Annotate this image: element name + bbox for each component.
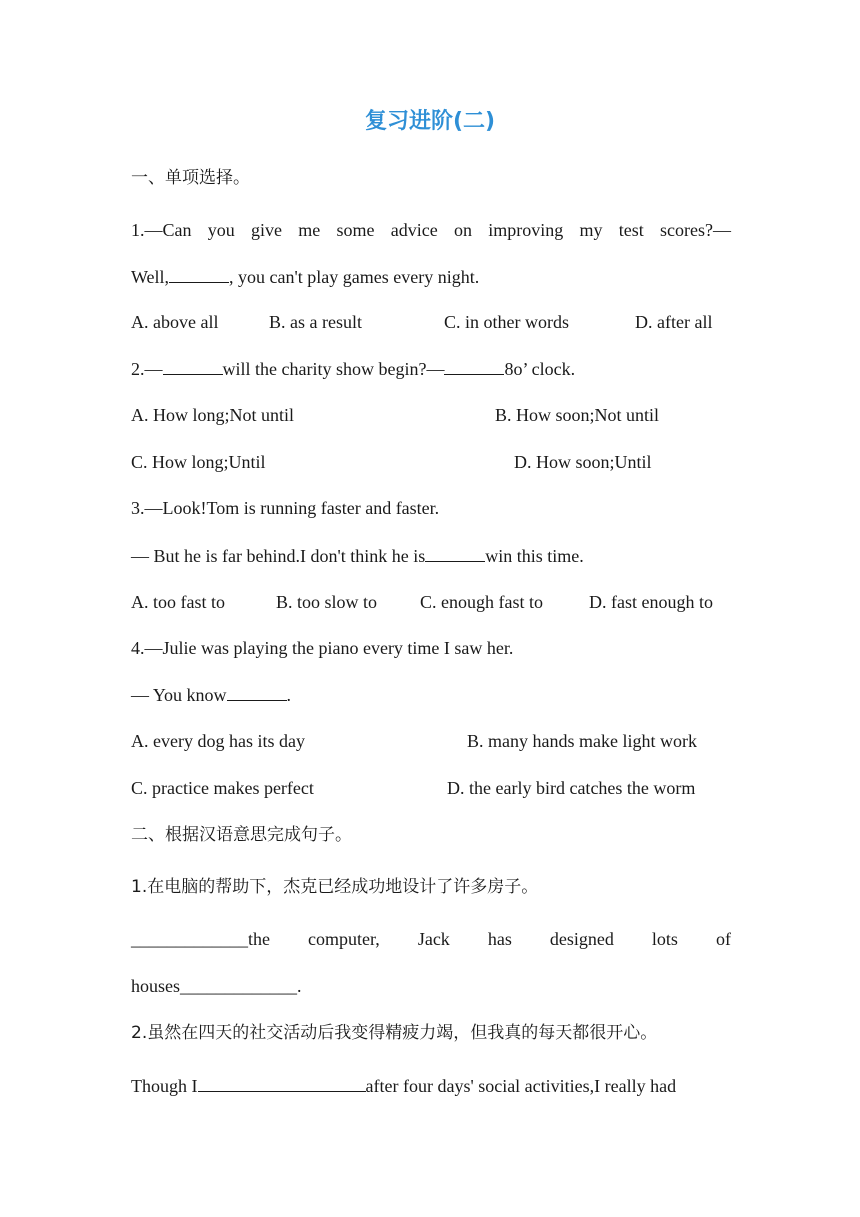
q1-option-a[interactable]: A. above all xyxy=(131,312,219,332)
q3-answer-blank[interactable] xyxy=(425,543,485,562)
q2-option-d[interactable]: D. How soon;Until xyxy=(514,452,652,472)
q1-option-d[interactable]: D. after all xyxy=(635,312,713,332)
section1-heading: 一、单项选择。 xyxy=(131,168,250,188)
q3-option-d[interactable]: D. fast enough to xyxy=(589,592,713,612)
s2-english xyxy=(131,1073,676,1098)
q1-option-c[interactable]: C. in other words xyxy=(444,312,569,332)
q1-stem-word: on xyxy=(453,220,472,240)
q1-stem-word: scores?— xyxy=(659,220,731,240)
q2-option-c[interactable]: C. How long;Until xyxy=(131,452,266,472)
q3-stem-line1: 3.—Look!Tom is running faster and faster. xyxy=(131,498,440,518)
s1-english-line2: houses_____________. xyxy=(131,976,302,996)
q4-option-a[interactable]: A. every dog has its day xyxy=(131,731,305,751)
q2-stem-mid: will the charity show begin?— xyxy=(222,359,445,379)
s2-answer-blank[interactable] xyxy=(198,1073,366,1092)
q2-option-a[interactable]: A. How long;Not until xyxy=(131,405,295,425)
s1-english-word: designed xyxy=(549,929,614,949)
q3-stem-post: win this time. xyxy=(485,546,584,566)
q1-stem-word: 1.—Can xyxy=(131,220,192,240)
q2-answer-blank-1[interactable] xyxy=(163,356,223,375)
q3-stem-pre: — But he is far behind.I don't think he is xyxy=(131,546,426,566)
q4-option-b[interactable]: B. many hands make light work xyxy=(467,731,697,751)
q3-stem-line2 xyxy=(131,543,584,568)
q1-stem-pre: Well, xyxy=(131,267,170,287)
q2-option-b[interactable]: B. How soon;Not until xyxy=(495,405,660,425)
q1-option-b[interactable]: B. as a result xyxy=(269,312,362,332)
q4-answer-blank[interactable] xyxy=(227,682,287,701)
q1-stem-post: , you can't play games every night. xyxy=(229,267,480,287)
q1-answer-blank[interactable] xyxy=(169,264,229,283)
q1-stem-word: advice xyxy=(390,220,438,240)
q1-stem-word: my xyxy=(579,220,603,240)
q4-option-d[interactable]: D. the early bird catches the worm xyxy=(447,778,696,798)
q4-option-c[interactable]: C. practice makes perfect xyxy=(131,778,314,798)
q3-option-a[interactable]: A. too fast to xyxy=(131,592,225,612)
q4-stem-post: . xyxy=(286,685,292,705)
s1-english-line1 xyxy=(131,927,731,951)
s1-english-word: has xyxy=(487,929,512,949)
s1-chinese: 1.在电脑的帮助下，杰克已经成功地设计了许多房子。 xyxy=(131,877,539,897)
q4-stem-pre: — You know xyxy=(131,685,227,705)
s1-english-word: of xyxy=(715,929,731,949)
q1-stem-word: improving xyxy=(488,220,564,240)
s2-english-post: after four days' social activities,I really had xyxy=(365,1076,677,1096)
section2-heading: 二、根据汉语意思完成句子。 xyxy=(131,825,352,845)
q1-stem-line1 xyxy=(131,218,731,242)
page-title: 复习进阶(二) xyxy=(364,109,496,134)
s1-english-word: lots xyxy=(651,929,678,949)
s2-chinese: 2.虽然在四天的社交活动后我变得精疲力竭，但我真的每天都很开心。 xyxy=(131,1023,658,1043)
s1-english-word: Jack xyxy=(417,929,450,949)
q3-option-c[interactable]: C. enough fast to xyxy=(420,592,543,612)
q2-stem xyxy=(131,356,575,381)
q2-stem-pre: 2.— xyxy=(131,359,163,379)
q1-stem-word: me xyxy=(298,220,321,240)
q1-stem-word: test xyxy=(618,220,644,240)
q1-stem-word: you xyxy=(207,220,235,240)
q1-stem-word: some xyxy=(336,220,375,240)
q4-stem-line2 xyxy=(131,682,291,707)
q2-answer-blank-2[interactable] xyxy=(444,356,504,375)
s2-english-pre: Though I xyxy=(131,1076,198,1096)
s1-english-word: computer, xyxy=(308,929,380,949)
s1-english-word: _____________the xyxy=(131,929,270,949)
q3-option-b[interactable]: B. too slow to xyxy=(276,592,378,612)
q1-stem-word: give xyxy=(251,220,282,240)
q2-stem-post: 8o’ clock. xyxy=(504,359,576,379)
q4-stem-line1: 4.—Julie was playing the piano every time I saw her. xyxy=(131,638,514,658)
q1-stem-line2 xyxy=(131,264,479,289)
